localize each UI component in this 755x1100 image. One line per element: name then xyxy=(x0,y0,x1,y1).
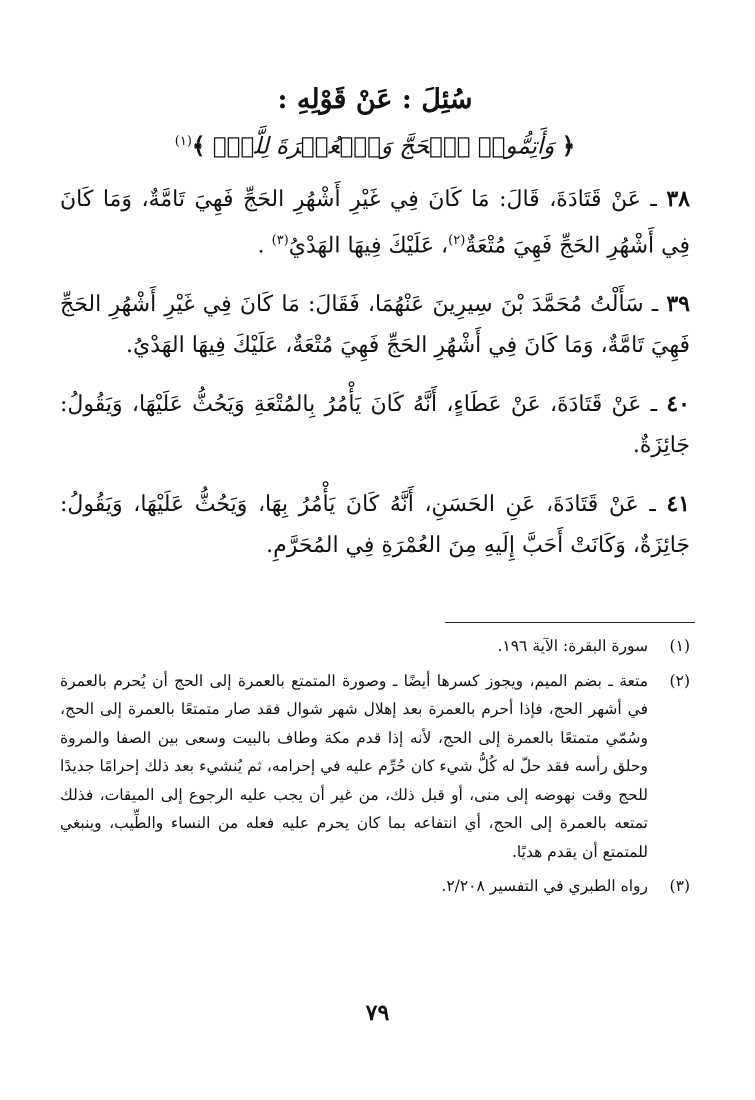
quran-verse xyxy=(60,124,690,165)
footnote-1 xyxy=(60,632,690,661)
verse-close-bracket: ﴾ xyxy=(191,132,206,160)
entry-text: ـ عَنْ قَتَادَةَ، عَنِ الحَسَنِ، أَنَّهُ كَانَ يَأْمُرُ بِهَا، وَيَحُثُّ عَلَيْهَا، وَيَقُولُ: جَائِزَةٌ، وَكَانَتْ أَحَبَّ إِلَيهِ مِنَ العُمْرَةِ فِي المُحَرَّمِ. xyxy=(60,491,690,558)
entry-number: ٤٠ xyxy=(666,390,690,417)
footnote-number: (٣) xyxy=(669,877,690,895)
page-number: ٧٩ xyxy=(365,1000,390,1026)
entry-text: ـ سَأَلْتُ مُحَمَّدَ بْنَ سِيرِينَ عَنْهُمَا، فَقَالَ: مَا كَانَ فِي غَيْرِ أَشْهُرِ الحَجِّ فَهِيَ تَامَّةٌ، وَمَا كَانَ فِي أَشْهُرِ الحَجِّ فَهِيَ مُتْعَةٌ، عَلَيْكَ فِيهَا الهَدْيُ. xyxy=(60,291,690,358)
footnote-3 xyxy=(60,872,690,901)
entry-text-cont: ، عَلَيْكَ فِيهَا الهَدْيُ xyxy=(288,232,449,258)
verse-footnote-ref: (١) xyxy=(174,134,192,149)
entry-text: ـ عَنْ قَتَادَةَ، عَنْ عَطَاءٍ، أَنَّهُ كَانَ يَأْمُرُ بِالمُتْعَةِ وَيَحُثُّ عَلَيْهَا، وَيَقُولُ: جَائِزَةٌ. xyxy=(60,391,690,458)
verse-open-bracket: ﴿ xyxy=(561,132,576,160)
entry-41 xyxy=(60,484,690,566)
footnote-ref-3: (٣) xyxy=(271,232,289,248)
section-heading: سُئِلَ : عَنْ قَوْلِهِ : xyxy=(277,84,473,115)
footnote-2 xyxy=(60,667,690,867)
footnote-text: رواه الطبري في التفسير ٢/٢٠٨. xyxy=(441,877,648,895)
footnote-text: متعة ـ بضم الميم، ويجوز كسرها أيضًا ـ وصورة المتمتع بالعمرة إلى الحج أن يُحرم بالعمرة في أشهر الحج، فإذا أحرم بالعمرة بعد إهلال شهر شوال فقد صار متمتعًا بالعمرة إلى الحج، وسُمّي متمتعًا بالعمرة إلى الحج، لأنه إذا قدم مكة وطاف بالبيت وسعى بين الصفا والمروة وحلق رأسه فقد حلّ له كُلُّ شيء كان حُرِّم عليه في إحرامه، ثم يُنشيء بعد ذلك إحرامًا جديدًا للحج وقت نهوضه إلى منى، أو قبل ذلك، من غير أن يجب عليه الرجوع إلى الميقات، فذلك تمتعه بالعمرة إلى الحج، أي انتفاعه بما كان يحرم عليه فعله من النساء والطِّيب، وينبغي للمتمتع أن يقدم هديًا. xyxy=(60,671,648,861)
entry-38 xyxy=(60,179,690,266)
footnote-text: سورة البقرة: الآية ١٩٦. xyxy=(497,637,648,655)
footnote-ref-2: (٢) xyxy=(448,232,466,248)
footnote-divider xyxy=(445,622,695,623)
footnote-number: (٢) xyxy=(669,671,690,690)
page-body xyxy=(60,80,690,566)
entry-number: ٣٨ xyxy=(666,185,690,212)
entry-number: ٤١ xyxy=(666,490,690,517)
footnote-number: (١) xyxy=(669,637,690,655)
entry-39 xyxy=(60,284,690,366)
entry-text: ـ عَنْ قَتَادَةَ، قَالَ: مَا كَانَ فِي غَيْرِ أَشْهُرِ الحَجِّ فَهِيَ تَامَّةٌ، وَمَا كَانَ فِي أَشْهُرِ الحَجِّ فَهِيَ مُتْعَةٌ xyxy=(60,186,690,258)
footnotes xyxy=(60,632,690,907)
entry-number: ٣٩ xyxy=(666,290,690,317)
entry-40 xyxy=(60,384,690,466)
verse-text: وَأَتِمُّوا۟ ٱلۡحَجَّ وَٱلۡعُمۡرَةَ لِلَّهِۚ xyxy=(212,133,555,160)
entry-text-end: . xyxy=(257,232,272,258)
